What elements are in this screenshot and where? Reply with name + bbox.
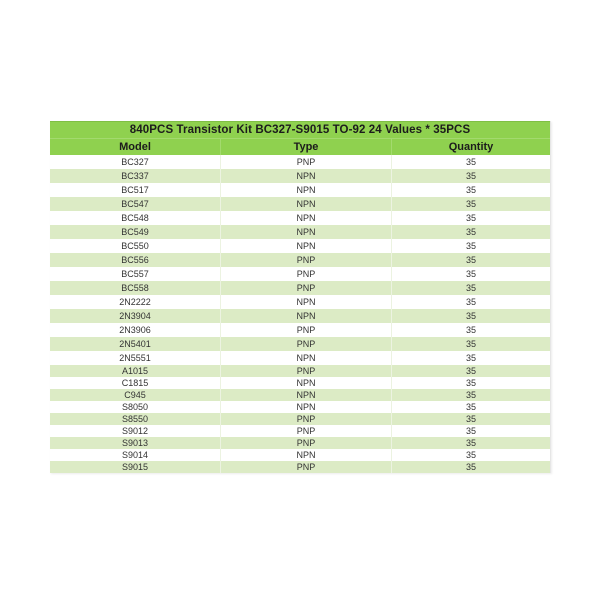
cell-type: PNP (221, 323, 392, 337)
table-row (50, 351, 550, 365)
cell-quantity: 35 (465, 366, 476, 376)
cell-quantity: 35 (465, 390, 476, 400)
cell-quantity: 35 (465, 402, 476, 412)
cell-quantity: 35 (465, 353, 476, 363)
cell-quantity: 35 (465, 269, 476, 279)
cell-quantity: 35 (465, 450, 476, 460)
table-title: 840PCS Transistor Kit BC327-S9015 TO-92 24 Values * 35PCS (50, 121, 550, 138)
cell-model: 2N2222 (50, 295, 221, 309)
cell-type: NPN (221, 197, 392, 211)
cell-model: 2N5401 (50, 337, 221, 351)
cell-type: PNP (221, 281, 392, 295)
table-row (50, 281, 550, 295)
cell-quantity: 35 (465, 241, 476, 251)
cell-quantity: 35 (465, 462, 476, 472)
table-row (50, 211, 550, 225)
cell-model: S8550 (50, 413, 221, 425)
table-row (50, 253, 550, 267)
cell-type: PNP (221, 155, 392, 169)
cell-model: BC550 (50, 239, 221, 253)
cell-quantity: 35 (465, 199, 476, 209)
column-header-model: Model (50, 139, 221, 155)
table-row (50, 337, 550, 351)
cell-type: NPN (221, 239, 392, 253)
cell-type: NPN (221, 377, 392, 389)
table-row (50, 425, 550, 437)
cell-quantity: 35 (465, 311, 476, 321)
cell-quantity: 35 (465, 227, 476, 237)
cell-type: NPN (221, 183, 392, 197)
transistor-kit-table (50, 121, 551, 473)
cell-model: BC327 (50, 155, 221, 169)
cell-model: BC558 (50, 281, 221, 295)
cell-model: BC557 (50, 267, 221, 281)
cell-quantity: 35 (465, 255, 476, 265)
cell-model: 2N3906 (50, 323, 221, 337)
table-row (50, 413, 550, 425)
table-row (50, 239, 550, 253)
cell-quantity: 35 (465, 283, 476, 293)
cell-model: 2N5551 (50, 351, 221, 365)
cell-model: BC548 (50, 211, 221, 225)
cell-type: NPN (221, 295, 392, 309)
table-row (50, 437, 550, 449)
cell-type: PNP (221, 337, 392, 351)
cell-quantity: 35 (465, 378, 476, 388)
cell-quantity: 35 (465, 297, 476, 307)
cell-type: NPN (221, 169, 392, 183)
cell-model: BC337 (50, 169, 221, 183)
table-row (50, 401, 550, 413)
table-row (50, 323, 550, 337)
cell-type: NPN (221, 225, 392, 239)
table-row (50, 449, 550, 461)
cell-model: C1815 (50, 377, 221, 389)
cell-type: PNP (221, 425, 392, 437)
cell-model: S9015 (50, 461, 221, 473)
cell-quantity: 35 (465, 339, 476, 349)
cell-quantity: 35 (465, 426, 476, 436)
cell-model: C945 (50, 389, 221, 401)
cell-type: PNP (221, 253, 392, 267)
cell-type: NPN (221, 211, 392, 225)
cell-type: NPN (221, 401, 392, 413)
cell-type: NPN (221, 449, 392, 461)
cell-quantity: 35 (465, 325, 476, 335)
cell-model: BC549 (50, 225, 221, 239)
cell-quantity: 35 (465, 213, 476, 223)
table-row (50, 295, 550, 309)
table-row (50, 389, 550, 401)
cell-quantity: 35 (465, 414, 476, 424)
cell-model: S9014 (50, 449, 221, 461)
table-row (50, 267, 550, 281)
cell-type: NPN (221, 389, 392, 401)
cell-type: NPN (221, 309, 392, 323)
cell-model: S9012 (50, 425, 221, 437)
cell-model: S8050 (50, 401, 221, 413)
cell-type: PNP (221, 437, 392, 449)
column-header-type: Type (221, 139, 392, 155)
cell-type: PNP (221, 413, 392, 425)
table-row (50, 461, 550, 473)
table-row (50, 155, 550, 169)
table-row (50, 197, 550, 211)
table-row (50, 377, 550, 389)
cell-model: S9013 (50, 437, 221, 449)
cell-type: NPN (221, 351, 392, 365)
cell-type: PNP (221, 267, 392, 281)
cell-type: PNP (221, 365, 392, 377)
table-row (50, 169, 550, 183)
table-body (50, 155, 550, 473)
cell-model: BC556 (50, 253, 221, 267)
cell-quantity: 35 (465, 185, 476, 195)
table-row (50, 309, 550, 323)
cell-quantity: 35 (465, 171, 476, 181)
cell-model: BC547 (50, 197, 221, 211)
cell-model: 2N3904 (50, 309, 221, 323)
column-header-quantity: Quantity (448, 141, 494, 153)
cell-model: A1015 (50, 365, 221, 377)
table-row (50, 365, 550, 377)
cell-quantity: 35 (465, 157, 476, 167)
table-header-row (50, 138, 550, 155)
cell-type: PNP (221, 461, 392, 473)
table-row (50, 183, 550, 197)
cell-quantity: 35 (465, 438, 476, 448)
cell-model: BC517 (50, 183, 221, 197)
table-row (50, 225, 550, 239)
